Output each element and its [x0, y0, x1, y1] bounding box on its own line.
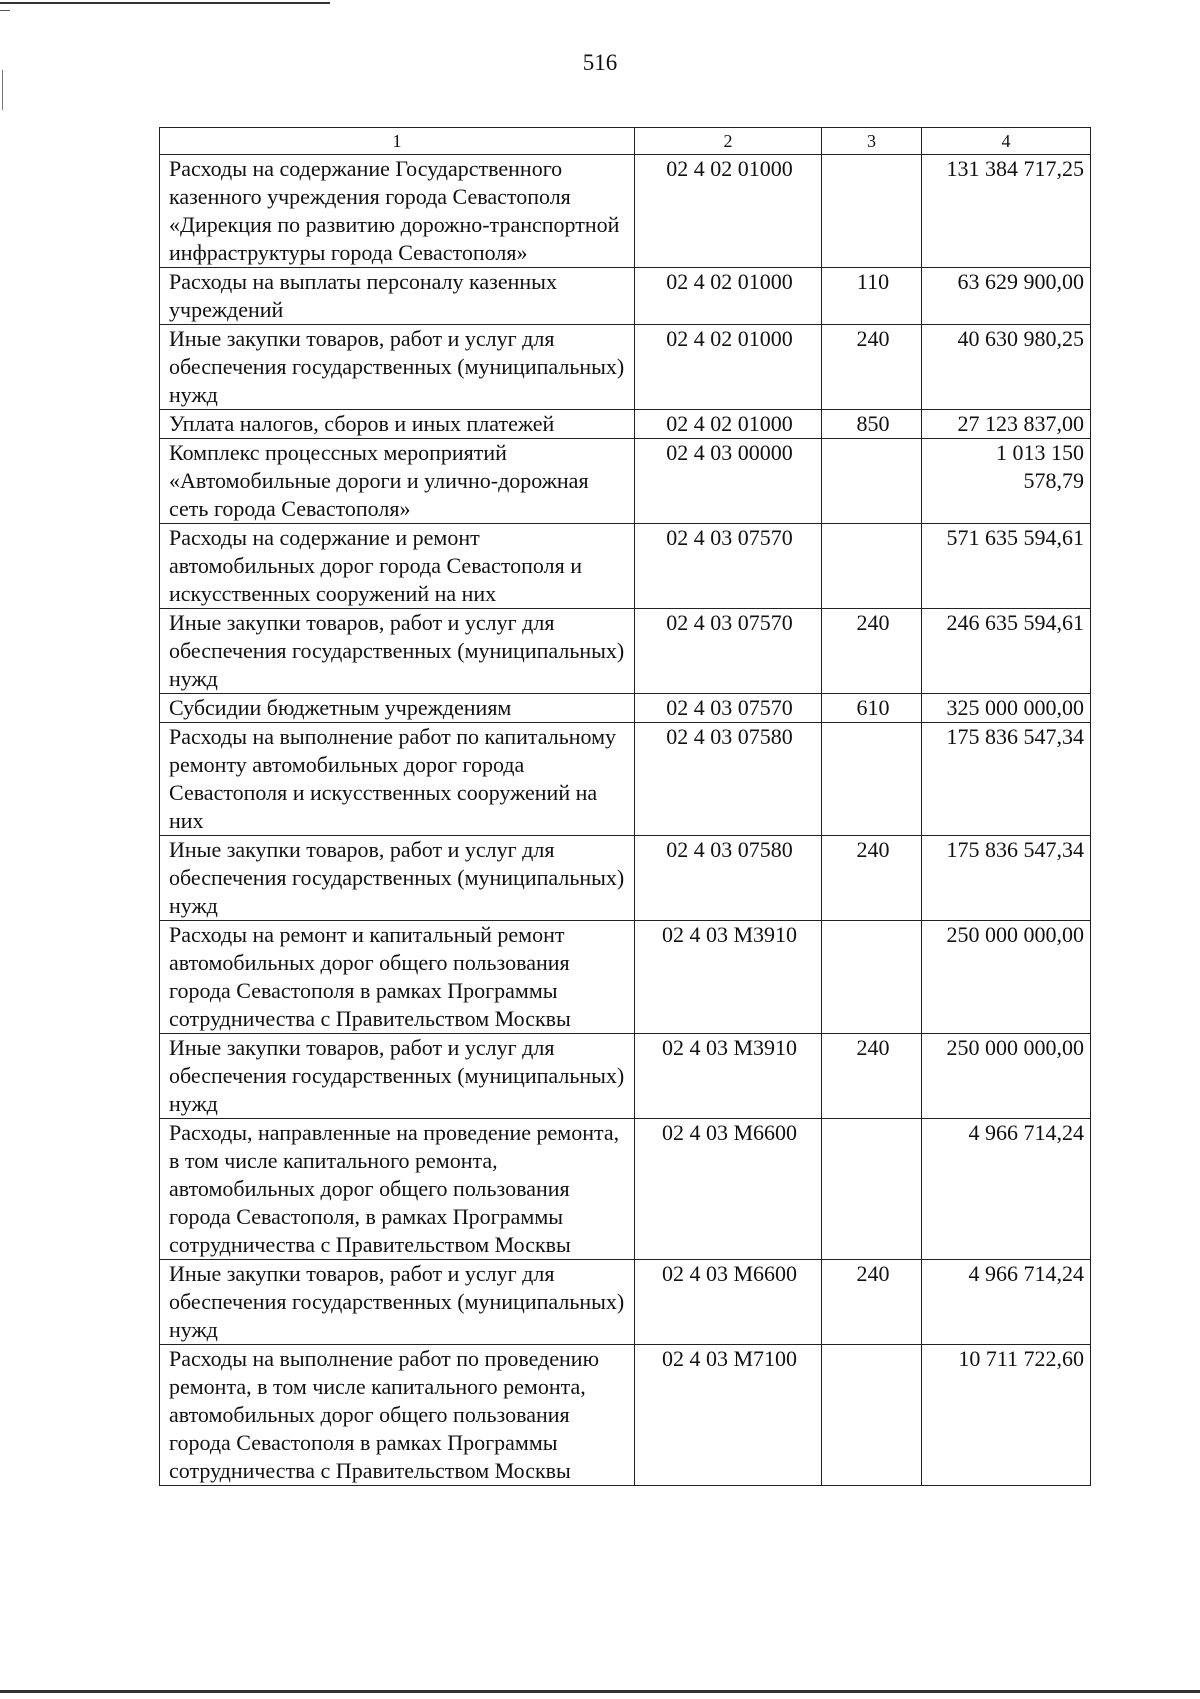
- expense-type: 240: [822, 1034, 922, 1119]
- table-row: [160, 723, 1091, 836]
- expense-name: Расходы, направленные на проведение ремонта, в том числе капитального ремонта, автомобильных дорог общего пользования города Севастополя, в рамках Программы сотрудничества с Правительством Москвы: [160, 1119, 635, 1260]
- expense-name: Иные закупки товаров, работ и услуг для обеспечения государственных (муниципальных) нужд: [160, 609, 635, 694]
- expense-name: Уплата налогов, сборов и иных платежей: [160, 410, 635, 439]
- expense-type: 850: [822, 410, 922, 439]
- table-row: [160, 1345, 1091, 1486]
- expense-name: Субсидии бюджетным учреждениям: [160, 694, 635, 723]
- table-row: [160, 155, 1091, 268]
- scan-edge-left: [2, 70, 3, 110]
- column-header: 2: [635, 128, 822, 155]
- table-row: [160, 524, 1091, 609]
- expense-type: 240: [822, 836, 922, 921]
- expense-type: 110: [822, 268, 922, 325]
- table-row: [160, 1119, 1091, 1260]
- expense-name: Расходы на выплаты персоналу казенных учреждений: [160, 268, 635, 325]
- scan-mark-top: [0, 10, 10, 11]
- amount: 571 635 594,61: [922, 524, 1091, 609]
- expense-name: Иные закупки товаров, работ и услуг для обеспечения государственных (муниципальных) нужд: [160, 1260, 635, 1345]
- table-row: [160, 1260, 1091, 1345]
- table-row: [160, 921, 1091, 1034]
- expense-name: Расходы на ремонт и капитальный ремонт автомобильных дорог общего пользования города Севастополя в рамках Программы сотрудничества с Правительством Москвы: [160, 921, 635, 1034]
- expense-name: Комплекс процессных мероприятий «Автомобильные дороги и улично-дорожная сеть города Севастополя»: [160, 439, 635, 524]
- budget-table: [159, 127, 1091, 1486]
- expense-name: Расходы на выполнение работ по капитальному ремонту автомобильных дорог города Севастополя и искусственных сооружений на них: [160, 723, 635, 836]
- expense-name: Расходы на содержание Государственного казенного учреждения города Севастополя «Дирекция по развитию дорожно-транспортной инфраструктуры города Севастополя»: [160, 155, 635, 268]
- table-row: [160, 268, 1091, 325]
- amount: 250 000 000,00: [922, 921, 1091, 1034]
- target-code: 02 4 02 01000: [635, 155, 822, 268]
- column-header: 1: [160, 128, 635, 155]
- amount: 250 000 000,00: [922, 1034, 1091, 1119]
- expense-name: Расходы на выполнение работ по проведению ремонта, в том числе капитального ремонта, автомобильных дорог общего пользования города Севастополя в рамках Программы сотрудничества с Правительством Москвы: [160, 1345, 635, 1486]
- page-number: 516: [582, 50, 618, 75]
- amount: 325 000 000,00: [922, 694, 1091, 723]
- expense-type: 240: [822, 1260, 922, 1345]
- amount: 131 384 717,25: [922, 155, 1091, 268]
- amount: 27 123 837,00: [922, 410, 1091, 439]
- expense-type: 610: [822, 694, 922, 723]
- expense-type: 240: [822, 325, 922, 410]
- expense-type: [822, 155, 922, 268]
- amount: 4 966 714,24: [922, 1119, 1091, 1260]
- column-header: 4: [922, 128, 1091, 155]
- amount: 63 629 900,00: [922, 268, 1091, 325]
- table-row: [160, 410, 1091, 439]
- expense-type: [822, 1345, 922, 1486]
- expense-name: Иные закупки товаров, работ и услуг для обеспечения государственных (муниципальных) нужд: [160, 1034, 635, 1119]
- target-code: 02 4 03 М7100: [635, 1345, 822, 1486]
- expense-type: [822, 524, 922, 609]
- table-row: [160, 694, 1091, 723]
- amount: 175 836 547,34: [922, 836, 1091, 921]
- expense-type: 240: [822, 609, 922, 694]
- target-code: 02 4 03 М3910: [635, 921, 822, 1034]
- target-code: 02 4 03 М3910: [635, 1034, 822, 1119]
- target-code: 02 4 03 07580: [635, 723, 822, 836]
- target-code: 02 4 03 М6600: [635, 1260, 822, 1345]
- target-code: 02 4 03 М6600: [635, 1119, 822, 1260]
- column-header: 3: [822, 128, 922, 155]
- target-code: 02 4 03 07570: [635, 609, 822, 694]
- amount: 1 013 150 578,79: [922, 439, 1091, 524]
- expense-type: [822, 921, 922, 1034]
- expense-name: Иные закупки товаров, работ и услуг для обеспечения государственных (муниципальных) нужд: [160, 836, 635, 921]
- amount: 10 711 722,60: [922, 1345, 1091, 1486]
- table-row: [160, 609, 1091, 694]
- target-code: 02 4 02 01000: [635, 325, 822, 410]
- target-code: 02 4 02 01000: [635, 268, 822, 325]
- scan-edge-bottom: [0, 1690, 1200, 1693]
- table-row: [160, 836, 1091, 921]
- target-code: 02 4 03 07570: [635, 524, 822, 609]
- target-code: 02 4 03 07570: [635, 694, 822, 723]
- expense-type: [822, 439, 922, 524]
- amount: 246 635 594,61: [922, 609, 1091, 694]
- table-row: [160, 325, 1091, 410]
- target-code: 02 4 03 07580: [635, 836, 822, 921]
- expense-name: Иные закупки товаров, работ и услуг для обеспечения государственных (муниципальных) нужд: [160, 325, 635, 410]
- expense-type: [822, 1119, 922, 1260]
- expense-name: Расходы на содержание и ремонт автомобильных дорог города Севастополя и искусственных сооружений на них: [160, 524, 635, 609]
- target-code: 02 4 03 00000: [635, 439, 822, 524]
- amount: 4 966 714,24: [922, 1260, 1091, 1345]
- scan-edge-top: [0, 2, 330, 4]
- expense-type: [822, 723, 922, 836]
- target-code: 02 4 02 01000: [635, 410, 822, 439]
- amount: 40 630 980,25: [922, 325, 1091, 410]
- table-row: [160, 1034, 1091, 1119]
- table-row: [160, 439, 1091, 524]
- table-header-row: [160, 128, 1091, 155]
- amount: 175 836 547,34: [922, 723, 1091, 836]
